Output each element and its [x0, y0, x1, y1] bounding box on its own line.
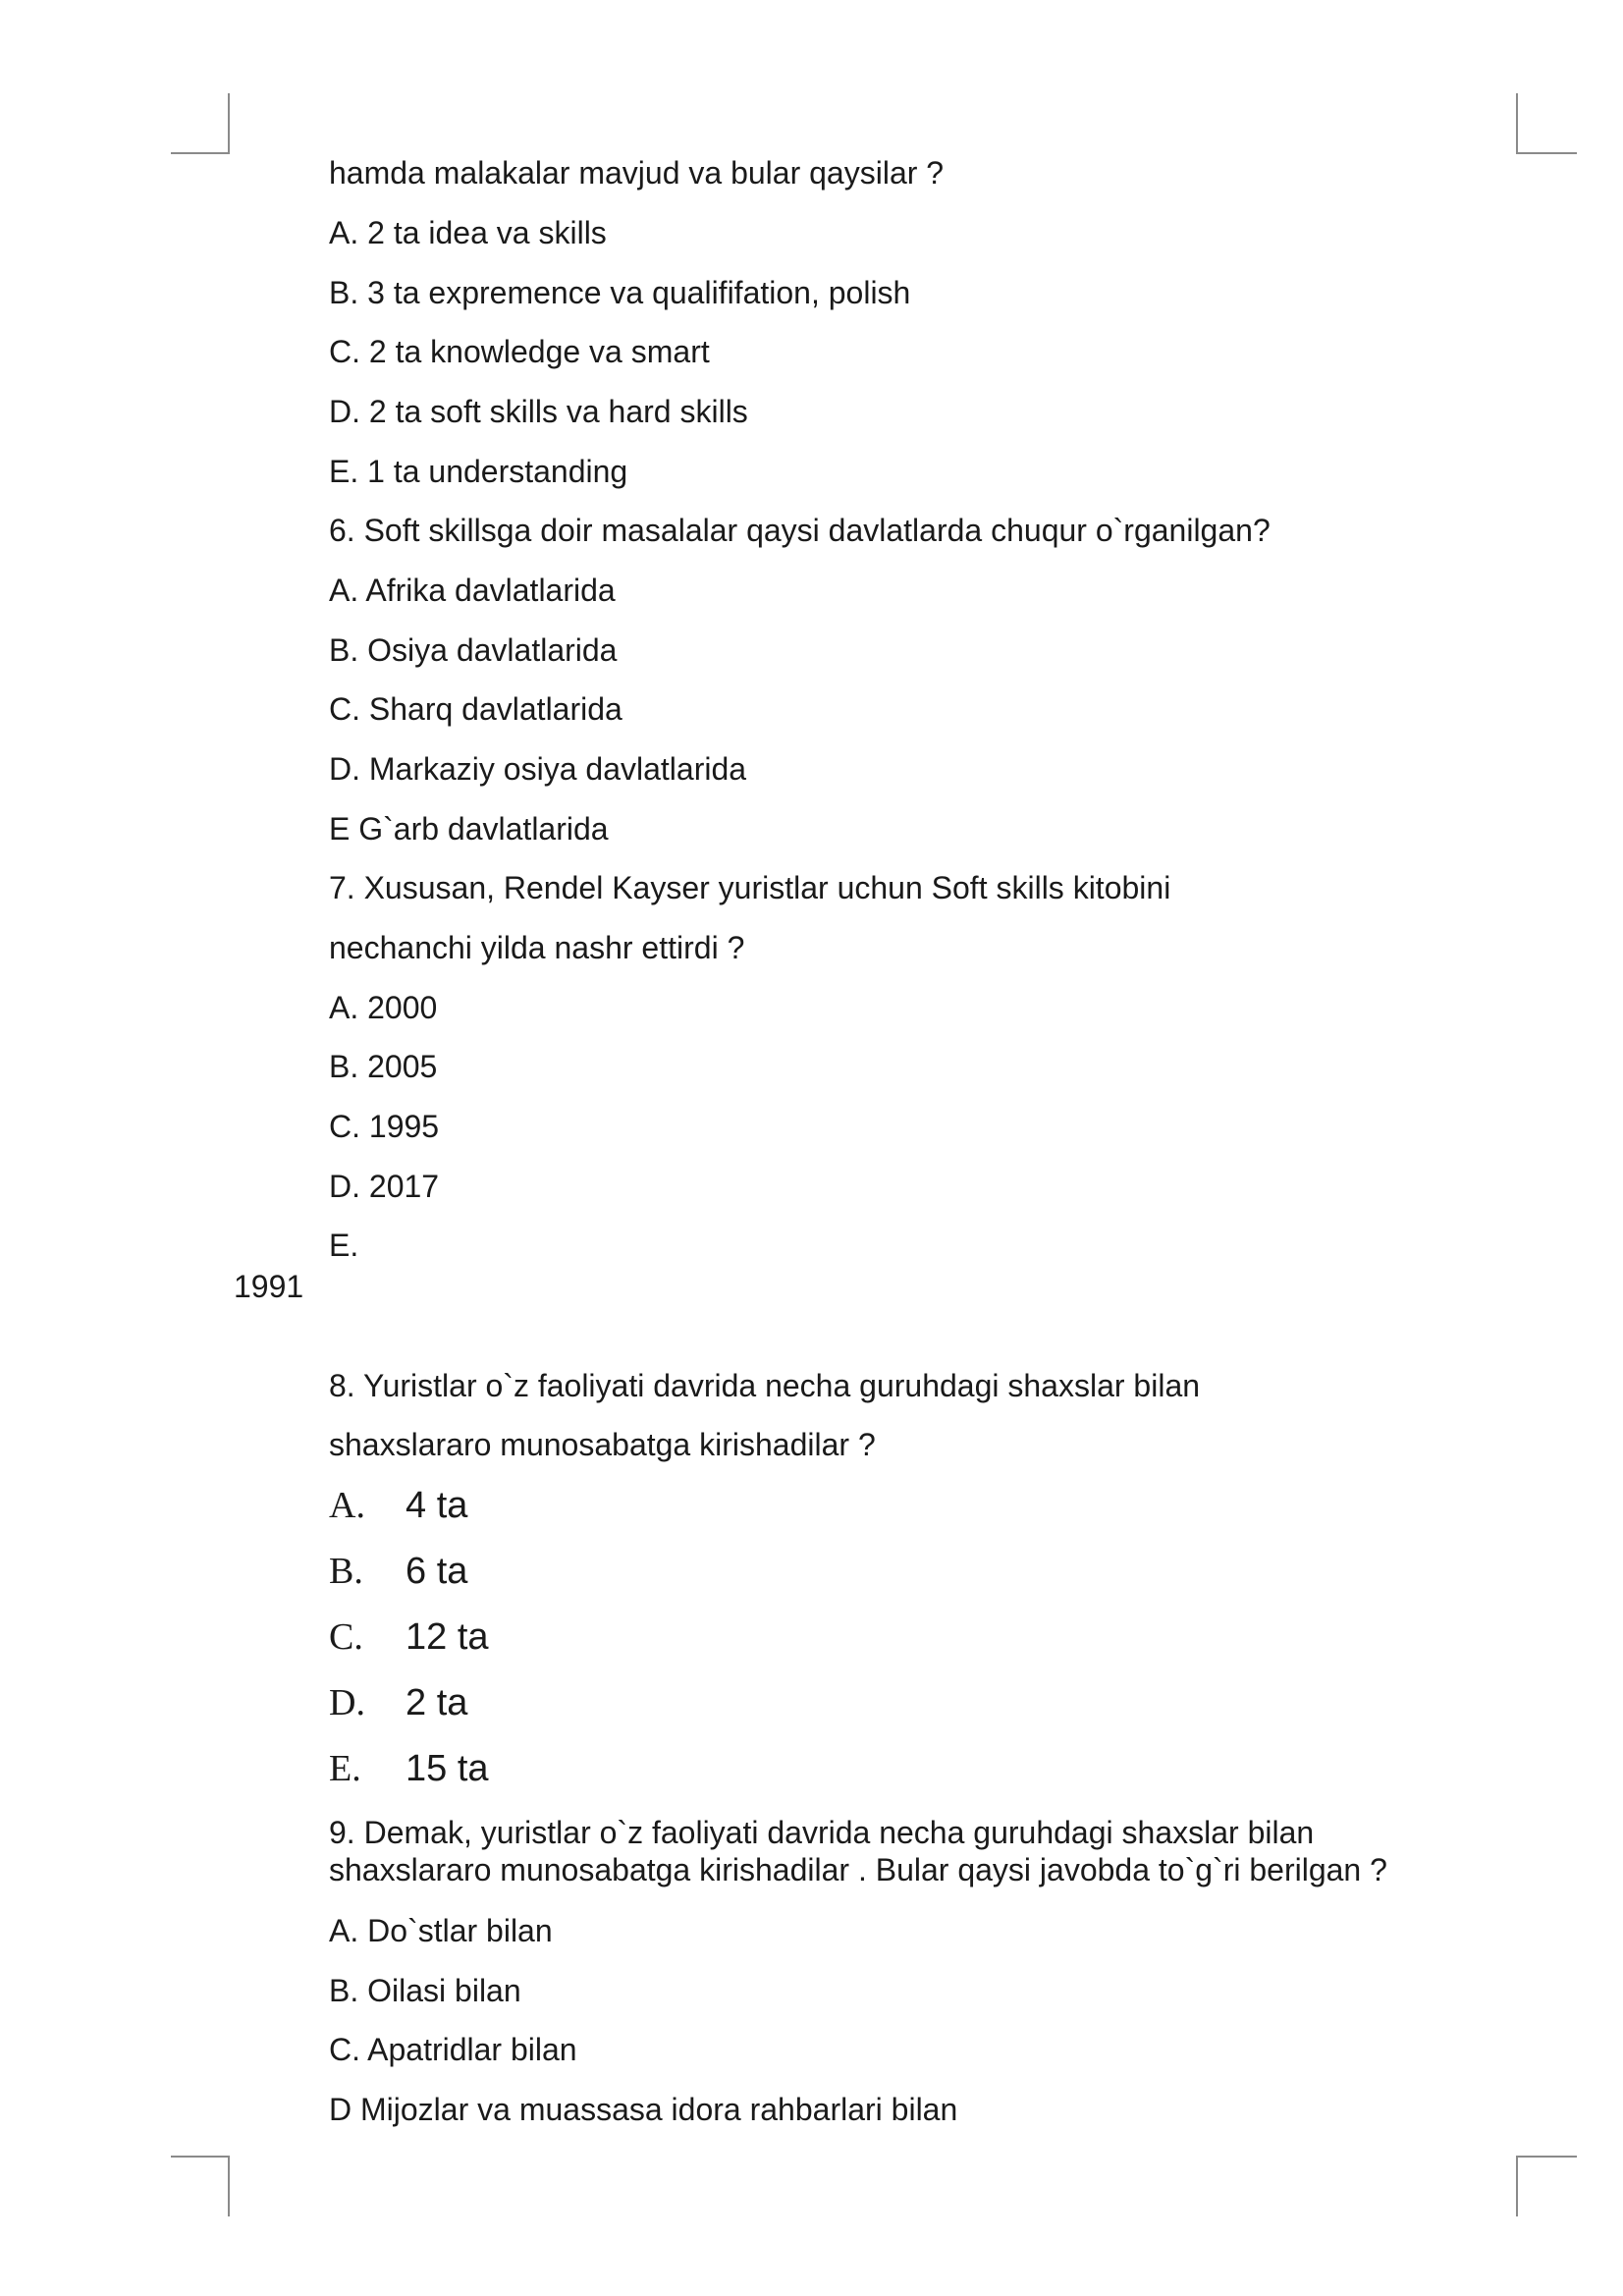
q8-option-e: [329, 1747, 489, 1790]
q7-option-d: D. 2017: [329, 1169, 440, 1204]
question-9: 9. Demak, yuristlar o`z faoliyati davrida necha guruhdagi shaxslar bilan: [329, 1815, 1315, 1850]
option-letter: B.: [329, 1551, 363, 1592]
q7-option-a: A. 2000: [329, 990, 438, 1025]
q5-option-b: B. 3 ta expremence va qualififation, polish: [329, 275, 911, 310]
option-letter: C.: [329, 1616, 363, 1658]
q9-option-a: A. Do`stlar bilan: [329, 1913, 553, 1948]
option-text: 4 ta: [406, 1485, 468, 1526]
crop-mark-top-left-h: [171, 152, 230, 154]
option-letter: A.: [329, 1485, 365, 1526]
q7-option-e-value: 1991: [234, 1269, 304, 1304]
crop-mark-bottom-left-v: [228, 2156, 230, 2216]
question-9-continuation: shaxslararo munosabatga kirishadilar . Bular qaysi javobda to`g`ri berilgan ?: [329, 1852, 1387, 1887]
crop-mark-top-right-v: [1516, 93, 1518, 154]
option-text: 15 ta: [406, 1748, 489, 1789]
option-letter: E.: [329, 1748, 361, 1789]
q7-option-e: E.: [329, 1228, 359, 1263]
q8-option-c: [329, 1615, 489, 1659]
question-7: 7. Xususan, Rendel Kayser yuristlar uchun Soft skills kitobini: [329, 870, 1171, 905]
option-text: 12 ta: [406, 1616, 489, 1658]
question-8-continuation: shaxslararo munosabatga kirishadilar ?: [329, 1427, 876, 1462]
q8-option-b: [329, 1550, 467, 1593]
q6-option-a: A. Afrika davlatlarida: [329, 573, 616, 608]
q5-option-a: A. 2 ta idea va skills: [329, 215, 607, 250]
q5-option-e: E. 1 ta understanding: [329, 454, 628, 489]
q6-option-d: D. Markaziy osiya davlatlarida: [329, 751, 747, 787]
q5-option-d: D. 2 ta soft skills va hard skills: [329, 394, 748, 429]
q7-option-c: C. 1995: [329, 1109, 440, 1144]
option-letter: D.: [329, 1682, 365, 1723]
crop-mark-bottom-right-v: [1516, 2156, 1518, 2216]
option-text: 6 ta: [406, 1551, 468, 1592]
q6-option-e: E G`arb davlatlarida: [329, 811, 609, 847]
option-text: 2 ta: [406, 1682, 468, 1723]
crop-mark-bottom-left-h: [171, 2156, 230, 2158]
q6-option-b: B. Osiya davlatlarida: [329, 632, 618, 668]
crop-mark-bottom-right-h: [1516, 2156, 1577, 2158]
q8-option-d: [329, 1681, 467, 1724]
crop-mark-top-left-v: [228, 93, 230, 154]
question-8: 8. Yuristlar o`z faoliyati davrida necha guruhdagi shaxslar bilan: [329, 1368, 1201, 1403]
q7-option-b: B. 2005: [329, 1049, 438, 1084]
q6-option-c: C. Sharq davlatlarida: [329, 691, 622, 727]
q9-option-d: D Mijozlar va muassasa idora rahbarlari bilan: [329, 2092, 958, 2127]
q8-option-a: [329, 1484, 467, 1527]
question-7-continuation: nechanchi yilda nashr ettirdi ?: [329, 930, 745, 965]
crop-mark-top-right-h: [1516, 152, 1577, 154]
q5-option-c: C. 2 ta knowledge va smart: [329, 334, 710, 369]
question-5-continuation: hamda malakalar mavjud va bular qaysilar ?: [329, 155, 945, 191]
q9-option-c: C. Apatridlar bilan: [329, 2032, 577, 2067]
question-6: 6. Soft skillsga doir masalalar qaysi davlatlarda chuqur o`rganilgan?: [329, 513, 1271, 548]
q9-option-b: B. Oilasi bilan: [329, 1973, 521, 2008]
